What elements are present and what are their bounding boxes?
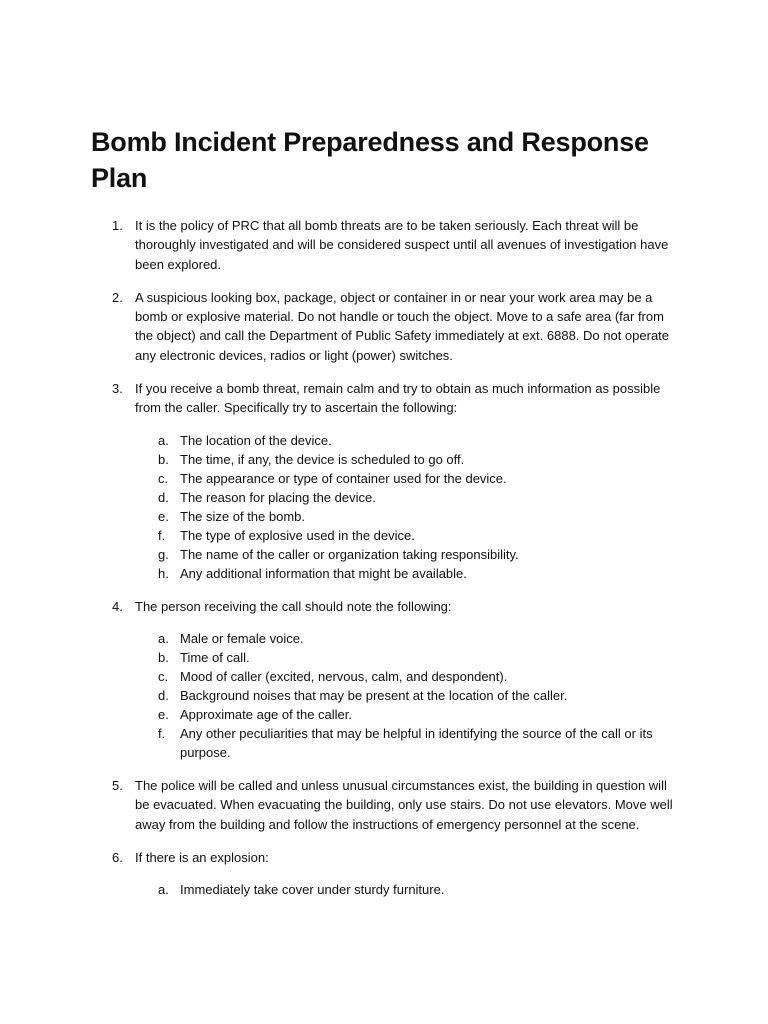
sub-item-text: The name of the caller or organization taking responsibility. bbox=[180, 546, 519, 562]
sub-list-item bbox=[135, 667, 678, 686]
sub-item-text: The size of the bomb. bbox=[180, 508, 306, 524]
sub-list-item bbox=[135, 526, 678, 545]
sub-list-item bbox=[135, 545, 678, 564]
sub-item-text: The time, if any, the device is scheduled to go off. bbox=[180, 451, 465, 467]
sub-item-letter: e. bbox=[158, 706, 169, 722]
item-text: It is the policy of PRC that all bomb threats are to be taken seriously. Each threat will be thoroughly investigated and will be considered suspect until all avenues of investigation have been explored. bbox=[135, 218, 669, 272]
item-number: 3. bbox=[112, 381, 123, 397]
sub-item-text: The type of explosive used in the device. bbox=[180, 527, 415, 543]
list-item bbox=[91, 216, 678, 274]
sub-item-letter: a. bbox=[158, 432, 169, 448]
page-title: Bomb Incident Preparedness and Response Plan bbox=[91, 127, 649, 193]
sub-item-letter: f. bbox=[158, 527, 166, 543]
numbered-list bbox=[91, 216, 678, 899]
item-number: 6. bbox=[112, 849, 123, 865]
sub-list-item bbox=[135, 488, 678, 507]
sub-list-item bbox=[135, 564, 678, 583]
sub-item-text: Any additional information that might be available. bbox=[180, 565, 467, 581]
sub-list-item bbox=[135, 431, 678, 450]
sub-item-letter: a. bbox=[158, 630, 169, 646]
item-text: If you receive a bomb threat, remain calm and try to obtain as much information as possible from the caller. Specifically try to ascertain the following: bbox=[135, 381, 661, 416]
sub-list-item bbox=[135, 880, 678, 899]
item-number: 1. bbox=[112, 218, 123, 233]
list-item bbox=[91, 597, 678, 762]
item-number: 2. bbox=[112, 289, 123, 305]
sub-list bbox=[135, 629, 678, 762]
sub-item-text: Background noises that may be present at the location of the caller. bbox=[180, 687, 568, 703]
sub-item-text: The reason for placing the device. bbox=[180, 489, 376, 505]
sub-item-letter: a. bbox=[158, 882, 169, 898]
sub-item-text: Mood of caller (excited, nervous, calm, and despondent). bbox=[180, 668, 508, 684]
list-item bbox=[91, 776, 678, 834]
sub-list-item bbox=[135, 648, 678, 667]
sub-list-item bbox=[135, 705, 678, 724]
sub-item-text: Time of call. bbox=[180, 649, 250, 665]
sub-list-item bbox=[135, 686, 678, 705]
list-item bbox=[91, 288, 678, 365]
item-text: The person receiving the call should note the following: bbox=[135, 598, 452, 614]
sub-list-item bbox=[135, 450, 678, 469]
sub-item-letter: e. bbox=[158, 508, 169, 524]
sub-item-letter: d. bbox=[158, 489, 169, 505]
item-text: If there is an explosion: bbox=[135, 849, 269, 865]
item-number: 5. bbox=[112, 777, 123, 793]
sub-list bbox=[135, 431, 678, 583]
sub-item-letter: c. bbox=[158, 470, 169, 486]
sub-item-letter: d. bbox=[158, 687, 169, 703]
item-text: A suspicious looking box, package, object or container in or near your work area may be a bomb or explosive material. Do not handle or touch the object. Move to a safe area (far from the object) and call the Department of Public Safety immediately at ext. 6888. Do not operate any electronic devices, radios or light (power) switches. bbox=[135, 289, 670, 363]
sub-list bbox=[135, 880, 678, 899]
sub-item-letter: b. bbox=[158, 451, 169, 467]
sub-item-letter: c. bbox=[158, 668, 169, 684]
list-item bbox=[91, 379, 678, 583]
sub-item-letter: g. bbox=[158, 546, 169, 562]
sub-item-text: Male or female voice. bbox=[180, 630, 304, 646]
sub-item-letter: b. bbox=[158, 649, 169, 665]
sub-item-text: The appearance or type of container used for the device. bbox=[180, 470, 507, 486]
sub-item-text: Approximate age of the caller. bbox=[180, 706, 352, 722]
sub-item-text: The location of the device. bbox=[180, 432, 332, 448]
sub-item-text: Immediately take cover under sturdy furniture. bbox=[180, 882, 445, 898]
sub-list-item bbox=[135, 507, 678, 526]
sub-list-item bbox=[135, 724, 678, 762]
list-item bbox=[91, 848, 678, 899]
item-text: The police will be called and unless unusual circumstances exist, the building in question will be evacuated. When evacuating the building, only use stairs. Do not use elevators. Move well away from the building and follow the instructions of emergency personnel at the scene. bbox=[135, 777, 673, 832]
sub-list-item bbox=[135, 469, 678, 488]
item-number: 4. bbox=[112, 598, 123, 614]
sub-item-letter: h. bbox=[158, 565, 169, 581]
sub-item-letter: f. bbox=[158, 725, 166, 741]
sub-item-text: Any other peculiarities that may be helpful in identifying the source of the call or its purpose. bbox=[180, 725, 653, 760]
sub-list-item bbox=[135, 629, 678, 648]
